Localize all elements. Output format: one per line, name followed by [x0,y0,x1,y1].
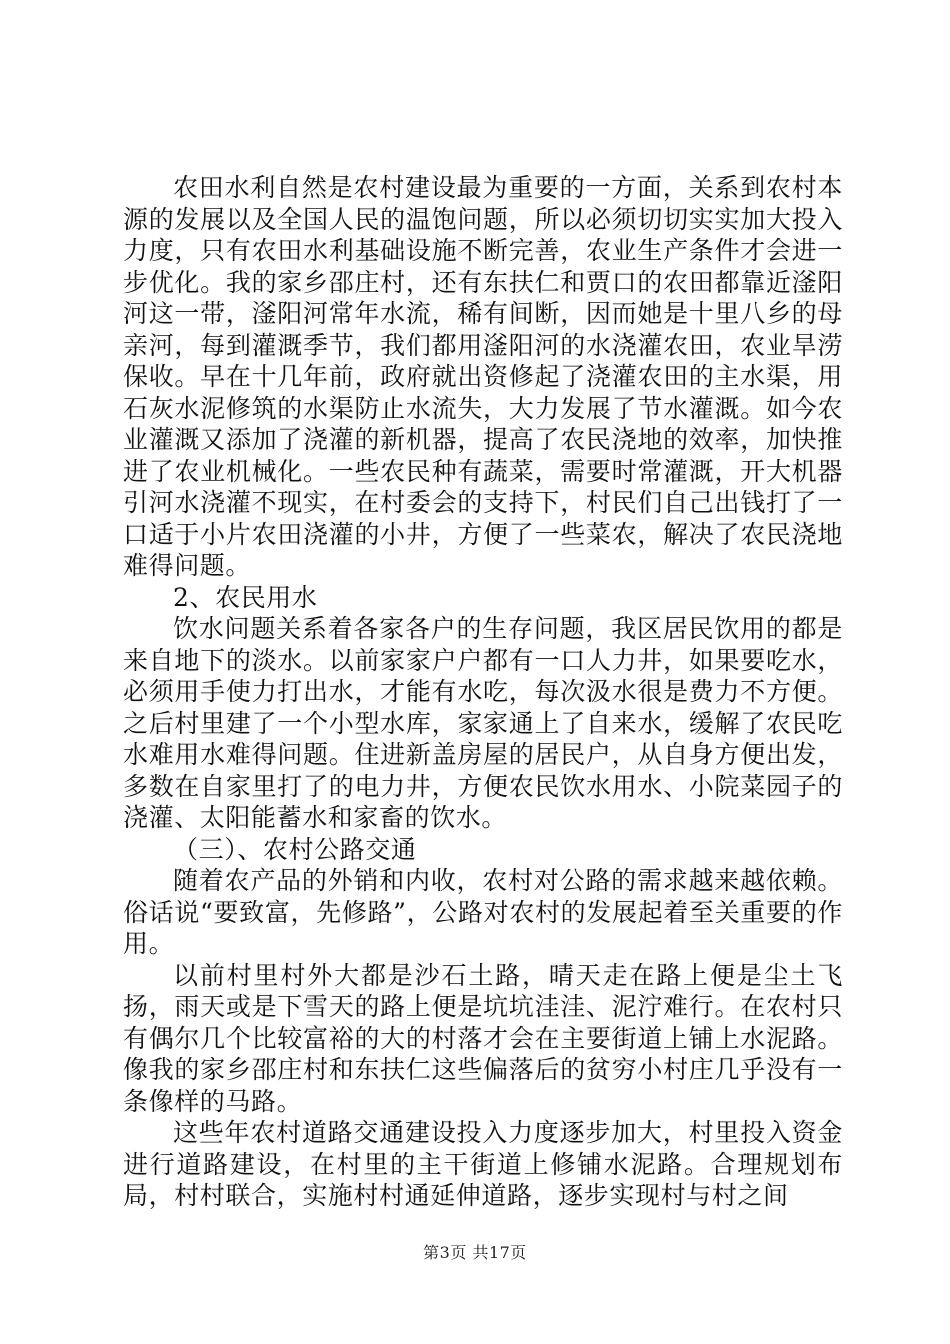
paragraph-road-demand: 随着农产品的外销和内收，农村对公路的需求越来越依赖。俗话说“要致富，先修路”，公路对农村的发展起着至关重要的作用。 [123,866,843,958]
heading-farmer-water-use: 2、农民用水 [173,582,318,612]
page-footer: 第3页 共17页 [423,1243,527,1262]
paragraph-irrigation: 农田水利自然是农村建设最为重要的一方面，关系到农村本源的发展以及全国人民的温饱问题，所以必须切切实实加大投入力度，只有农田水利基础设施不断完善，农业生产条件才会进一步优化。我的家乡邵庄村，还有东扶仁和贾口的农田都靠近滏阳河这一带，滏阳河常年水流，稀有间断，因而她是十里八乡的母亲河，每到灌溉季节，我们都用滏阳河的水浇灌农田，农业旱涝保收。早在十几年前，政府就出资修起了浇灌农田的主水渠，用石灰水泥修筑的水渠防止水流失，大力发展了节水灌溉。如今农业灌溉又添加了浇灌的新机器，提高了农民浇地的效率，加快推进了农业机械化。一些农民种有蔬菜，需要时常灌溉，开大机器引河水浇灌不现实，在村委会的支持下，村民们自己出钱打了一口适于小片农田浇灌的小井，方便了一些菜农，解决了农民浇地难得问题。 [123,173,843,580]
paragraph-past-roads: 以前村里村外大都是沙石土路，晴天走在路上便是尘土飞扬，雨天或是下雪天的路上便是坑坑洼洼、泥泞难行。在农村只有偶尔几个比较富裕的大的村落才会在主要街道上铺上水泥路。像我的家乡邵庄村和东扶仁这些偏落后的贫穷小村庄几乎没有一条像样的马路。 [123,960,843,1116]
paragraph-drinking-water: 饮水问题关系着各家各户的生存问题，我区居民饮用的都是来自地下的淡水。以前家家户户都有一口人力井，如果要吃水，必须用手使力打出水，才能有水吃，每次汲水很是费力不方便。之后村里建了一个小型水库，家家通上了自来水，缓解了农民吃水难用水难得问题。住进新盖房屋的居民户，从自身方便出发，多数在自家里打了的电力井，方便农民饮水用水、小院菜园子的浇灌、太阳能蓄水和家畜的饮水。 [123,614,843,832]
document-body [123,172,843,1212]
paragraph-road-construction: 这些年农村道路交通建设投入力度逐步加大，村里投入资金进行道路建设，在村里的主干街道上修铺水泥路。合理规划布局，村村联合，实施村村通延伸道路，逐步实现村与村之间 [123,1118,843,1210]
heading-rural-road-transport: （三）、农村公路交通 [173,834,417,864]
